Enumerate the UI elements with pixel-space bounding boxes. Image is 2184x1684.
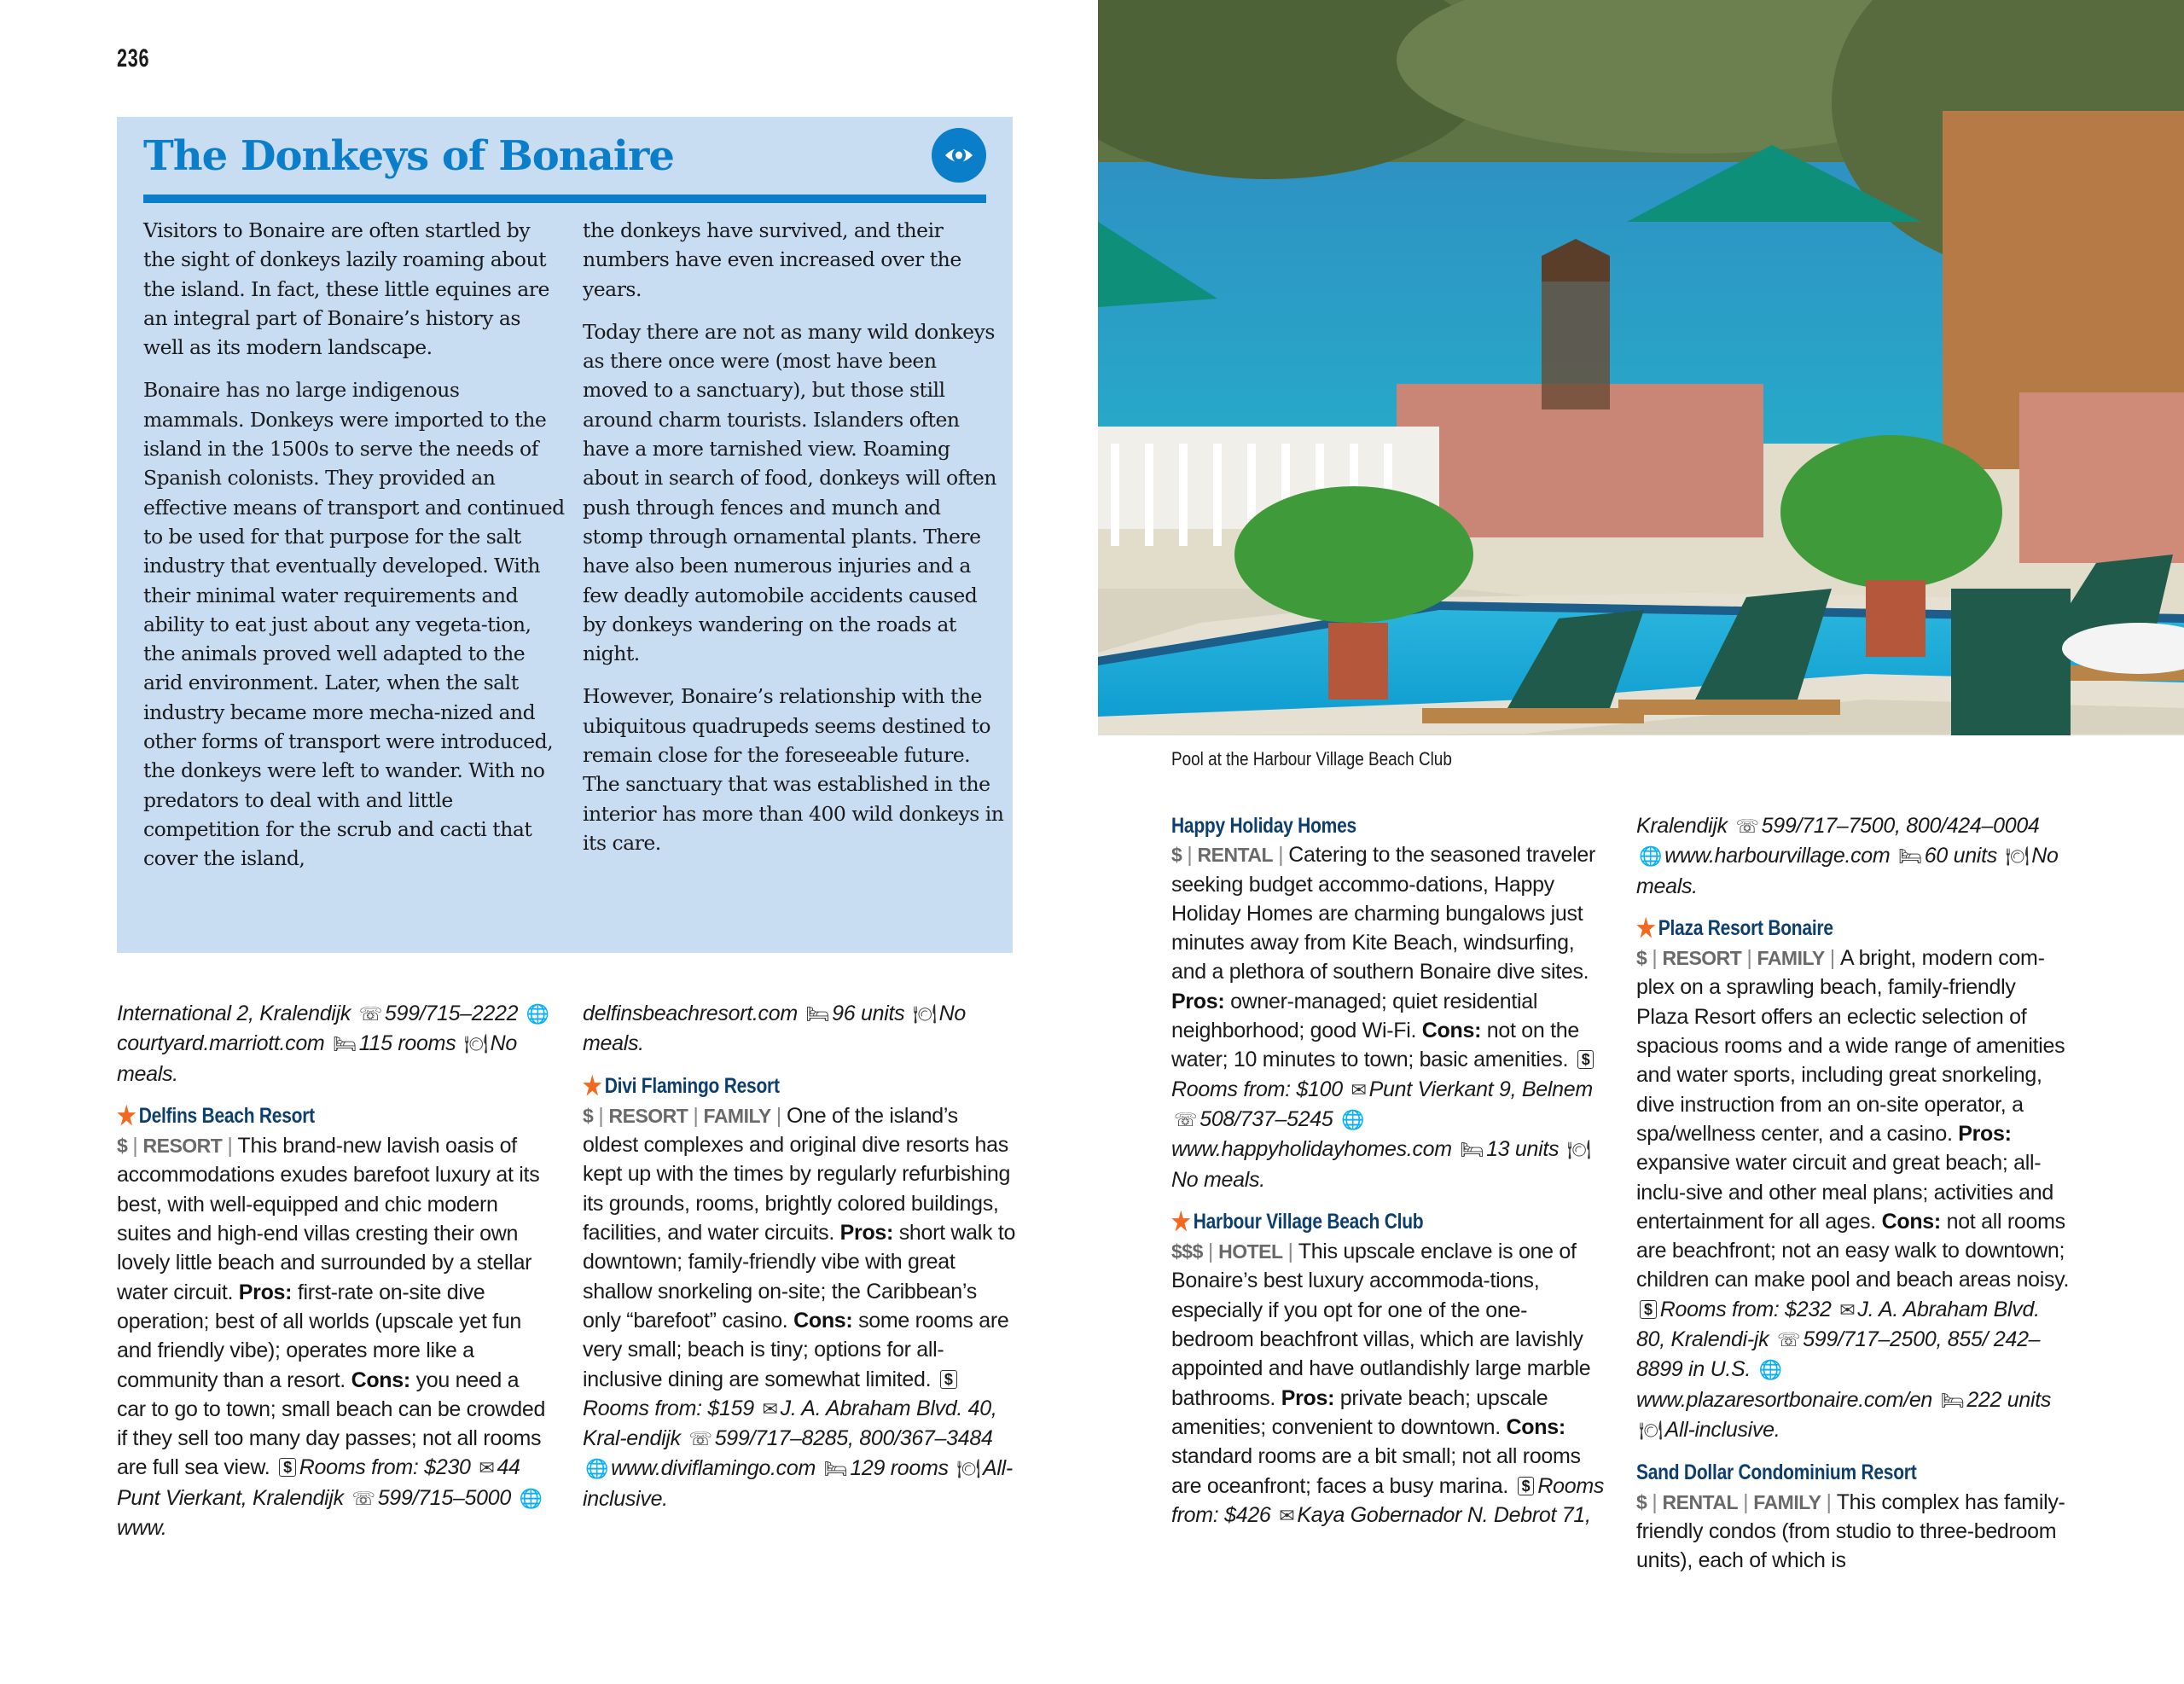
listing-description: This upscale enclave is one of Bonaire’s best luxury accommoda-tions, especially if you opt for one of the one-bedroom beachfront villas, which are lavishly appointed and have outlandishly large marble bathrooms. — [1171, 1240, 1591, 1410]
listing-cons: standard rooms are a bit small; not all rooms are oceanfront; faces a busy marina. — [1171, 1444, 1581, 1498]
cons-label: Cons: — [1506, 1414, 1565, 1439]
listing-pros: expansive water circuit and great beach; all-inclu-sive and other meal plans; activities and entertainment for all ages. — [1636, 1151, 2053, 1234]
meals-icon: 🍽 — [463, 1033, 488, 1055]
listing-happy-holiday: Happy Holiday Homes $ | RENTAL | Catering to the seasoned traveler seeking budget accommo-dations, Happy Holiday Homes are charming bungalows just minutes away from Kite Beach, windsurfing, and a plethora of southern Bonaire dive sites. Pros: owner-managed; quiet residential neighborhood; good Wi-Fi. Cons: not on the water; 10 minutes to town; basic amenities. $Rooms from: $100 ✉ Punt Vierkant 9, Belnem ☏ 508/737–5245 🌐www.happyholidayhomes.com 🛏 13 units 🍽No meals. — [1171, 811, 1606, 1194]
listing-pros: private beach; upscale amenities; convenient to downtown. — [1171, 1385, 1548, 1439]
listing-title — [1171, 811, 1536, 840]
listing-phone: 599/717–2500, 855/ 242–8899 in U.S. — [1636, 1327, 2041, 1382]
mail-icon: ✉ — [1279, 1504, 1295, 1526]
meals-icon: 🍽 — [956, 1458, 981, 1480]
listing-units: 96 units — [832, 1002, 905, 1025]
listing-column-1 — [117, 999, 552, 1555]
category-tag: RENTAL — [1197, 844, 1274, 867]
listing-cons: you need a car to go to town; small beach can be crowded if they sell too many day passes; not all rooms are full sea view. — [117, 1368, 546, 1480]
listing-rooms-from: $159 — [707, 1396, 754, 1420]
pros-label: Pros: — [238, 1280, 293, 1304]
listing-address: International 2, Kralendijk — [117, 1002, 351, 1025]
price-box-icon: $ — [1577, 1050, 1594, 1069]
mail-icon: ✉ — [1350, 1078, 1367, 1100]
category-tag: RESORT — [1662, 947, 1742, 970]
rooms-from-label: Rooms from: — [1171, 1077, 1291, 1101]
listing-website-link[interactable]: delfinsbeachresort.com — [583, 1002, 798, 1025]
listing-title — [117, 1101, 482, 1131]
listing-meals: No meals. — [1171, 1167, 1265, 1192]
globe-icon: 🌐 — [526, 1003, 549, 1025]
price-box-icon: $ — [279, 1458, 296, 1477]
listing-units: 129 rooms — [850, 1456, 949, 1481]
listing-phone: 508/737–5245 — [1199, 1106, 1333, 1131]
star-icon: ★ — [583, 1071, 602, 1100]
meals-icon: 🍽 — [1566, 1139, 1591, 1161]
price-tag: $ — [583, 1104, 594, 1127]
sidebar-box-donkeys — [117, 117, 1013, 953]
pros-label: Pros: — [1281, 1385, 1335, 1410]
listing-name: Harbour Village Beach Club — [1193, 1209, 1424, 1234]
meals-icon: 🍽 — [1639, 1419, 1663, 1441]
rooms-from-label: Rooms from: — [1659, 1297, 1780, 1321]
listing-courtyard-continued — [117, 999, 552, 1089]
listing-pros: owner-managed; quiet residential neighborhood; good Wi-Fi. — [1171, 989, 1538, 1043]
listing-description: A bright, modern com-plex on a sprawling beach, family-friendly Plaza Resort offers an eclectic selection of spacious rooms and a wide range of amenities and water sports, including great snorkeling, dive instruction from an on-site operator, a spa/wellness center, and a casino. — [1636, 946, 2065, 1146]
meals-icon: 🍽 — [913, 1003, 937, 1025]
listing-website-link[interactable]: www.plazaresortbonaire.com/en — [1636, 1387, 1933, 1412]
star-icon: ★ — [117, 1101, 136, 1130]
star-icon: ★ — [1636, 914, 1656, 943]
listing-address: 44 Punt Vierkant, Kralendijk — [117, 1455, 520, 1510]
listing-column-4 — [1636, 811, 2071, 1588]
phone-icon: ☏ — [358, 1003, 382, 1025]
bed-icon: 🛏 — [823, 1458, 848, 1480]
listing-meals: No meals. — [1636, 844, 2059, 898]
listing-divi: ★ Divi Flamingo Resort $ | RESORT | FAMILY | One of the island’s oldest complexes and original dive resorts has kept up with the times by regularly refurbishing its grounds, rooms, brightly colored buildings, facilities, and water circuits. Pros: short walk to downtown; family-friendly vibe with great shallow snorkeling on-site; the Caribbean’s only “barefoot” casino. Cons: some rooms are very small; beach is tiny; options for all-inclusive dining are somewhat limited. $Rooms from: $159 ✉ J. A. Abraham Blvd. 40, Kral-endijk ☏ 599/717–8285, 800/367–3484 🌐 www.diviflamingo.com 🛏 129 rooms 🍽 All-inclusive. — [583, 1071, 1016, 1511]
listing-name: Plaza Resort Bonaire — [1658, 915, 1833, 940]
category-tag: HOTEL — [1218, 1240, 1283, 1263]
globe-icon: 🌐 — [519, 1487, 543, 1509]
listing-phone: 599/717–8285, 800/367–3484 — [714, 1426, 993, 1451]
sidebar-paragraph: Today there are not as many wild donkeys as there once were (most have been moved to a sanctuary), but those still around charm tourists. Islanders often have a more tarnished view. Roaming about in search of food, donkeys will often push through fences and munch and stomp through ornamental plants. There have also been numerous injuries and a few deadly automobile accidents caused by donkeys wandering on the roads at night. — [583, 319, 996, 666]
sidebar-title: The Donkeys of Bonaire — [143, 132, 674, 180]
price-tag: $ — [117, 1135, 128, 1158]
listing-website-link[interactable]: www.diviflamingo.com — [611, 1456, 816, 1481]
listing-cons: not all rooms are beachfront; not an easy walk to downtown; children can make pool and beach areas noisy. — [1636, 1209, 2070, 1292]
price-box-icon: $ — [1518, 1477, 1535, 1495]
listing-name: Sand Dollar Condominium Resort — [1636, 1460, 1917, 1485]
listing-website-link[interactable]: www.harbourvillage.com — [1664, 844, 1891, 868]
cons-label: Cons: — [793, 1308, 853, 1333]
listing-pros: first-rate on-site dive operation; best of all worlds (upscale yet fun and friendly vibe); operates more like a community than a resort. — [117, 1280, 521, 1392]
listing-name: Happy Holiday Homes — [1171, 814, 1356, 838]
bed-icon: 🛏 — [1940, 1389, 1965, 1411]
rooms-from-label: Rooms from: — [583, 1396, 702, 1420]
listing-description: Catering to the seasoned traveler seeking budget accommo-dations, Happy Holiday Homes are charming bungalows just minutes away from Kite Beach, windsurfing, and a plethora of southern Bonaire dive sites. — [1171, 843, 1596, 984]
price-tag: $ — [1636, 1490, 1647, 1513]
pros-label: Pros: — [1958, 1121, 2012, 1146]
listing-description: This brand-new lavish oasis of accommodations exudes barefoot luxury at its best, with well-equipped and chic modern suites and high-end villas cresting their own lovely little beach and surrounded by a stellar water circuit. — [117, 1134, 540, 1304]
rooms-from-label: Rooms from: — [1171, 1473, 1605, 1527]
listing-phone: 599/717–7500, 800/424–0004 — [1761, 814, 2040, 838]
listing-units: 60 units — [1924, 844, 1997, 868]
listing-cons: not on the water; 10 minutes to town; basic amenities. — [1171, 1019, 1579, 1072]
listing-delfins: ★ Delfins Beach Resort $ | RESORT | This brand-new lavish oasis of accommodations exudes barefoot luxury at its best, with well-equipped and chic modern suites and high-end villas cresting their own lovely little beach and surrounded by a stellar water circuit. Pros: first-rate on-site dive operation; best of all worlds (upscale yet fun and friendly vibe); operates more like a community than a resort. Cons: you need a car to go to town; small beach can be crowded if they sell too many day passes; not all rooms are full sea view. $ Rooms from: $230 ✉ 44 Punt Vierkant, Kralendijk ☏ 599/715–5000 🌐www. — [117, 1101, 546, 1541]
cons-label: Cons: — [1881, 1209, 1941, 1234]
rooms-from-label: Rooms from: — [299, 1455, 419, 1480]
listing-title — [1636, 914, 2001, 944]
sidebar-paragraph: However, Bonaire’s relationship with the ubiquitous quadrupeds seems destined to remain close for the foreseeable future. The sanctuary that was established in the interior has more than 400 wild donkeys in its care. — [583, 684, 1004, 855]
listing-rooms-from: $426 — [1224, 1502, 1271, 1527]
listing-address: J. A. Abraham Blvd. 40, Kral-endijk — [583, 1396, 997, 1451]
sidebar-title-rule — [143, 195, 986, 203]
listing-address: Kaya Gobernador N. Debrot 71, — [1297, 1502, 1591, 1527]
listing-address: Kralendijk — [1636, 814, 1728, 838]
listing-delfins-continued — [583, 999, 1018, 1059]
cons-label: Cons: — [1421, 1019, 1482, 1043]
listing-meals: No meals. — [583, 1002, 966, 1056]
listing-website-link[interactable]: www. — [117, 1516, 167, 1541]
listing-rooms-from: $232 — [1785, 1297, 1832, 1321]
sidebar-paragraph: the donkeys have survived, and their numbers have even increased over the years. — [583, 218, 961, 301]
bed-icon: 🛏 — [333, 1033, 357, 1055]
photo-caption: Pool at the Harbour Village Beach Club — [1171, 748, 1452, 769]
phone-icon: ☏ — [688, 1428, 712, 1450]
listing-title — [583, 1071, 948, 1101]
listing-plaza-resort: ★ Plaza Resort Bonaire $ | RESORT | FAMILY | A bright, modern com-plex on a sprawling beach, family-friendly Plaza Resort offers an eclectic selection of spacious rooms and a wide range of amenities and water sports, including great snorkeling, dive instruction from an on-site operator, a spa/wellness center, and a casino. Pros: expansive water circuit and great beach; all-inclu-sive and other meal plans; activities and entertainment for all ages. Cons: not all rooms are beachfront; not an easy walk to downtown; children can make pool and beach areas noisy. $ Rooms from: $232 ✉ J. A. Abraham Blvd. 80, Kralendi-jk ☏ 599/717–2500, 855/ 242–8899 in U.S. 🌐www.plazaresortbonaire.com/en 🛏 222 units 🍽 All-inclusive. — [1636, 914, 2071, 1445]
listing-cons: some rooms are very small; beach is tiny; options for all-inclusive dining are somewhat limited. — [583, 1308, 1009, 1391]
mail-icon: ✉ — [479, 1457, 495, 1479]
listing-units: 13 units — [1486, 1137, 1560, 1162]
listing-units: 115 rooms — [358, 1031, 456, 1056]
pool-photo — [1098, 0, 2184, 735]
category-tag: RESORT — [142, 1135, 223, 1158]
category-tag: FAMILY — [1753, 1490, 1821, 1513]
price-tag: $ — [1636, 947, 1647, 970]
listing-address: J. A. Abraham Blvd. 80, Kralendi-jk — [1636, 1297, 2040, 1352]
listing-description: This complex has family-friendly condos (from studio to three-bedroom units), each of which is — [1636, 1489, 2065, 1573]
page-number: 236 — [117, 44, 150, 73]
listing-rooms-from: $100 — [1296, 1077, 1343, 1101]
listing-phone: 599/715–5000 — [377, 1485, 511, 1510]
bed-icon: 🛏 — [1460, 1139, 1484, 1161]
listing-title — [1171, 1207, 1536, 1237]
meals-icon: 🍽 — [2005, 845, 2030, 868]
listing-units: 222 units — [1966, 1387, 2052, 1412]
globe-icon: 🌐 — [1341, 1108, 1365, 1130]
category-tag: FAMILY — [703, 1104, 771, 1127]
category-tag: FAMILY — [1757, 947, 1825, 970]
phone-icon: ☏ — [351, 1487, 375, 1509]
listing-name: Divi Flamingo Resort — [604, 1073, 780, 1098]
listing-phone: 599/715–2222 — [384, 1002, 519, 1025]
price-tag: $$$ — [1171, 1240, 1203, 1263]
listing-harbour-continued — [1636, 811, 2071, 901]
sidebar-column-2 — [583, 216, 1005, 871]
pros-label: Pros: — [839, 1221, 894, 1246]
globe-icon: 🌐 — [585, 1458, 609, 1480]
listing-meals: No meals. — [117, 1031, 517, 1086]
price-box-icon: $ — [1640, 1300, 1657, 1319]
pros-label: Pros: — [1171, 989, 1225, 1013]
listing-harbour-village: ★ Harbour Village Beach Club $$$ | HOTEL | This upscale enclave is one of Bonaire’s best luxury accommoda-tions, especially if you opt for one of the one-bedroom beachfront villas, which are lavishly appointed and have outlandishly large marble bathrooms. Pros: private beach; upscale amenities; convenient to downtown. Cons: standard rooms are a bit small; not all rooms are oceanfront; faces a busy marina. $ Rooms from: $426 ✉ Kaya Gobernador N. Debrot 71, — [1171, 1207, 1606, 1530]
price-box-icon: $ — [940, 1370, 957, 1389]
listing-description: One of the island’s oldest complexes and original dive resorts has kept up with the times by regularly refurbishing its grounds, rooms, brightly colored buildings, facilities, and water circuits. — [583, 1103, 1011, 1246]
listing-website-link[interactable]: courtyard.marriott.com — [117, 1031, 325, 1056]
mail-icon: ✉ — [762, 1397, 778, 1420]
listing-name: Delfins Beach Resort — [138, 1103, 315, 1128]
listing-column-3 — [1171, 811, 1606, 1543]
listing-meals: All-inclusive. — [1664, 1417, 1780, 1442]
category-tag: RESORT — [608, 1104, 688, 1127]
listing-title — [1636, 1458, 2001, 1487]
phone-icon: ☏ — [1776, 1329, 1801, 1351]
globe-icon: 🌐 — [1758, 1359, 1782, 1381]
listing-pros: short walk to downtown; family-friendly vibe with great shallow snorkeling on-site; the Caribbean’s only “barefoot” casino. — [583, 1221, 1016, 1333]
listing-website-link[interactable]: www.happyholidayhomes.com — [1171, 1137, 1452, 1162]
listing-address: Punt Vierkant 9, Belnem — [1368, 1077, 1593, 1101]
price-tag: $ — [1171, 844, 1182, 867]
sidebar-paragraph: Bonaire has no large indigenous mammals. Donkeys were imported to the island in the 1500s to serve the needs of Spanish colonists. They provided an effective means of transport and continued to be used for that purpose for the salt industry that eventually developed. With their minimal water requirements and ability to eat just about any vegeta-tion, the animals proved well adapted to the arid environment. Later, when the salt industry became more mecha-nized and other forms of transport were introduced, the donkeys were left to wander. With no predators to deal with and little competition for the scrub and cacti that cover the island, — [143, 378, 565, 871]
listing-rooms-from: $230 — [424, 1455, 471, 1480]
bed-icon: 🛏 — [805, 1003, 830, 1025]
eye-icon — [932, 128, 986, 183]
listing-meals: All-inclusive. — [583, 1456, 1013, 1511]
star-icon: ★ — [1171, 1207, 1191, 1236]
globe-icon: 🌐 — [1639, 845, 1663, 868]
listing-column-2 — [583, 999, 1018, 1526]
phone-icon: ☏ — [1174, 1108, 1198, 1130]
mail-icon: ✉ — [1839, 1298, 1856, 1321]
sidebar-paragraph: Visitors to Bonaire are often startled by the sight of donkeys lazily roaming about the island. In fact, these little equines are an integral part of Bonaire’s history as well as its modern landscape. — [143, 218, 549, 360]
bed-icon: 🛏 — [1898, 845, 1922, 868]
phone-icon: ☏ — [1735, 816, 1759, 837]
cons-label: Cons: — [351, 1368, 410, 1392]
category-tag: RENTAL — [1662, 1490, 1739, 1513]
sidebar-column-1 — [143, 216, 566, 887]
listing-sand-dollar: Sand Dollar Condominium Resort $ | RENTAL | FAMILY | This complex has family-friendly condos (from studio to three-bedroom units), each of which is — [1636, 1458, 2071, 1575]
